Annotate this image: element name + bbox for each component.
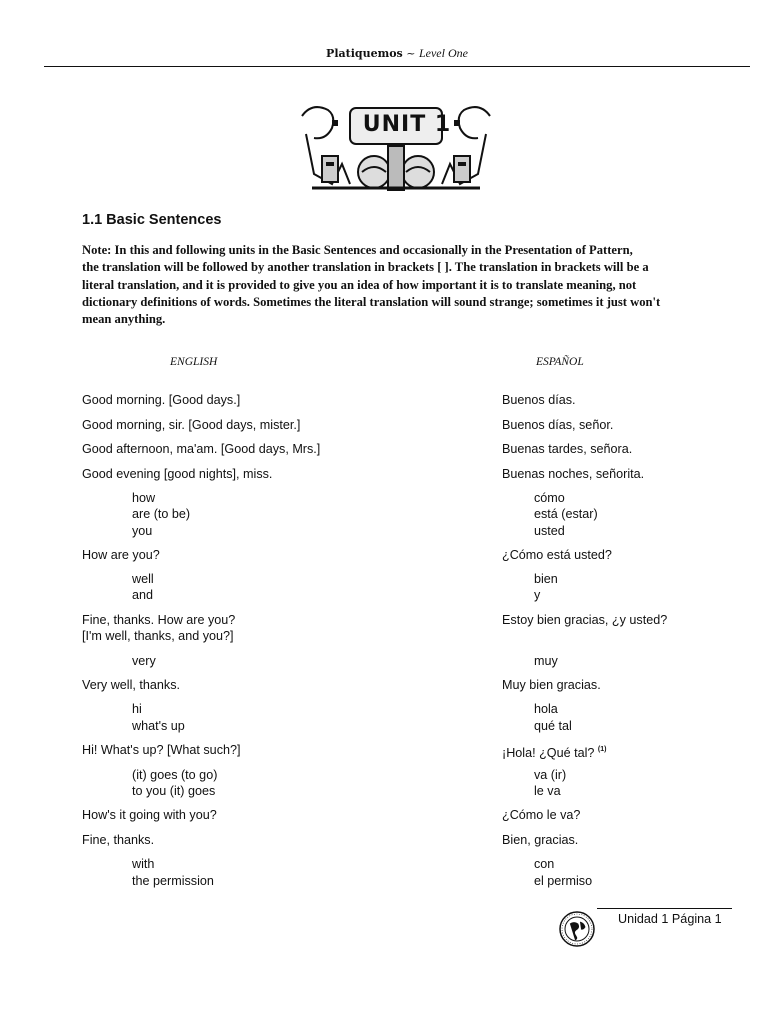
vocab-english: you — [132, 524, 153, 538]
sentence-english: Fine, thanks. How are you? — [82, 613, 236, 627]
header-rule — [44, 66, 750, 67]
vocab-english: and — [132, 588, 154, 602]
sentence-spanish: ¿Cómo está usted? — [502, 548, 612, 562]
vocab-english: with — [132, 857, 155, 871]
vocab-english: hi — [132, 702, 142, 716]
sentence-english: Good morning. [Good days.] — [82, 393, 241, 407]
vocab-spanish: le va — [534, 784, 561, 798]
sentence-english: Good morning, sir. [Good days, mister.] — [82, 418, 301, 432]
book-title: Platiquemos — [326, 47, 403, 60]
literal-english: [I'm well, thanks, and you?] — [82, 629, 234, 643]
vocab-spanish: muy — [534, 654, 558, 668]
globe-seal-icon — [558, 910, 596, 948]
unit-banner — [292, 96, 500, 200]
sentence-spanish — [502, 742, 606, 761]
sentence-spanish: Buenos días, señor. — [502, 418, 614, 432]
vocab-spanish: hola — [534, 702, 558, 716]
sentence-spanish: Bien, gracias. — [502, 833, 579, 847]
sentence-spanish: ¿Cómo le va? — [502, 808, 581, 822]
footnote-marker: (1) — [597, 746, 607, 753]
page-number: Unidad 1 Página 1 — [618, 912, 722, 926]
note-line: dictionary definitions of words. Sometimes the literal translation will sound strange; sometimes it just won't — [82, 294, 661, 309]
vocab-spanish: con — [534, 857, 555, 871]
vocab-english: well — [132, 572, 154, 586]
vocab-spanish: y — [534, 588, 541, 602]
sentence-spanish: Muy bien gracias. — [502, 678, 601, 692]
sentence-english: Fine, thanks. — [82, 833, 155, 847]
sentence-english: Good afternoon, ma'am. [Good days, Mrs.] — [82, 442, 321, 456]
sentence-spanish: Buenas noches, señorita. — [502, 467, 645, 481]
vocab-spanish: cómo — [534, 491, 565, 505]
vocab-english: what's up — [132, 719, 185, 733]
vocab-spanish: usted — [534, 524, 565, 538]
sentence-english: Hi! What's up? [What such?] — [82, 743, 241, 757]
english-column-heading: ENGLISH — [170, 356, 218, 368]
note-paragraph — [82, 242, 712, 328]
vocab-spanish: bien — [534, 572, 558, 586]
vocab-english: the permission — [132, 874, 214, 888]
header-separator: ~ — [406, 47, 416, 60]
vocab-spanish: el permiso — [534, 874, 593, 888]
note-line: mean anything. — [82, 312, 166, 327]
vocab-english: (it) goes (to go) — [132, 768, 218, 782]
sentence-spanish: Buenos días. — [502, 393, 576, 407]
sentence-english: Good evening [good nights], miss. — [82, 467, 273, 481]
unit-title: UNIT 1 — [362, 112, 452, 137]
sentence-spanish: Buenas tardes, señora. — [502, 442, 633, 456]
sentence-english: How's it going with you? — [82, 808, 217, 822]
note-line: Note: In this and following units in the Basic Sentences and occasionally in the Presentation of Pattern, — [82, 243, 633, 257]
level-label: Level One — [418, 46, 468, 60]
footer-rule — [597, 908, 732, 909]
sentence-english: Very well, thanks. — [82, 678, 180, 692]
vocab-english: how — [132, 491, 156, 505]
vocab-spanish: está (estar) — [534, 507, 598, 521]
vocab-english: to you (it) goes — [132, 784, 216, 798]
spanish-column-heading: ESPAÑOL — [536, 356, 584, 368]
running-header — [44, 46, 750, 61]
vocab-spanish: qué tal — [534, 719, 572, 733]
section-title: 1.1 Basic Sentences — [82, 212, 222, 228]
vocab-english: are (to be) — [132, 507, 191, 521]
sentence-spanish: Estoy bien gracias, ¿y usted? — [502, 613, 668, 627]
sentence-spanish-text: ¡Hola! ¿Qué tal? — [502, 746, 595, 760]
vocab-english: very — [132, 654, 156, 668]
sentence-english: How are you? — [82, 548, 160, 562]
note-line: literal translation, and it is provided to give you an idea of how important it is to translate meaning, not — [82, 277, 637, 292]
note-line: the translation will be followed by another translation in brackets [ ]. The translation in brackets will be a — [82, 260, 649, 275]
vocab-spanish: va (ir) — [534, 768, 567, 782]
